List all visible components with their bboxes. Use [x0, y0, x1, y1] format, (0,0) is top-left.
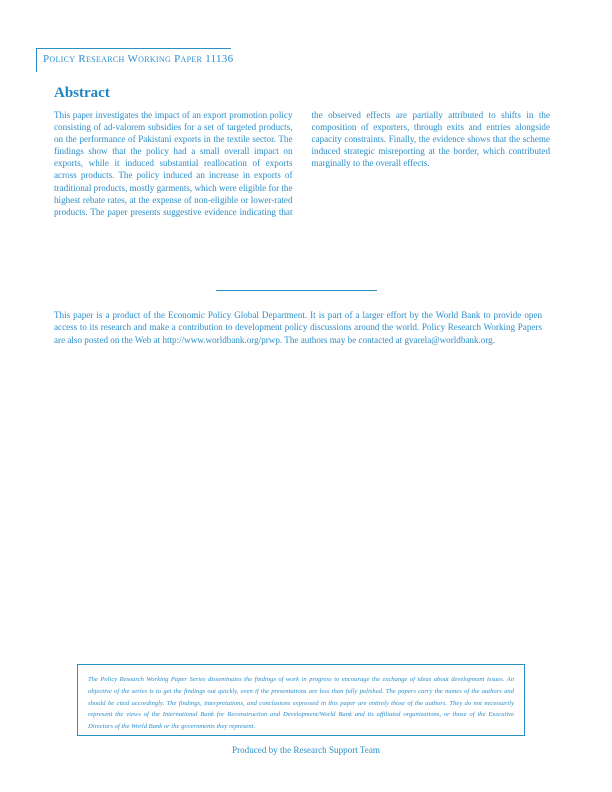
abstract-body	[54, 109, 550, 219]
abstract-text: This paper investigates the impact of an export promotion policy consisting of ad-valorem subsidies for a set of targeted products, on the performance of Pakistani exports in the textile sector. The findings show that the policy had a small overall impact on exports, while it induced substantial reallocation of exports across products. The policy induced an increase in exports of traditional products, mostly garments, which were eligible for the highest rebate rates, at the expense of non-eligible or lower-rated products. The paper presents suggestive evidence indicating that the observed effects are partially attributed to shifts in the composition of exporters, through exits and entries alongside capacity constraints. Finally, the evidence shows that the scheme induced strategic misreporting at the border, which contributed marginally to the overall effects.	[54, 110, 550, 217]
product-note: This paper is a product of the Economic Policy Global Department. It is part of a larger effort by the World Bank to provide open access to its research and make a contribution to development policy discussions around the world. Policy Research Working Papers are also posted on the Web at http://www.worldbank.org/prwp. The authors may be contacted at gvarela@worldbank.org.	[54, 310, 542, 345]
header-rule-vertical	[36, 48, 37, 72]
footer-credit: Produced by the Research Support Team	[232, 745, 380, 755]
disclaimer-box	[77, 664, 525, 736]
series-label: Policy Research Working Paper 11136	[43, 53, 234, 65]
abstract-heading: Abstract	[54, 85, 110, 101]
disclaimer-text: The Policy Research Working Paper Series disseminates the findings of work in progress to encourage the exchange of ideas about development issues. An objective of the series is to get the findings out quickly, even if the presentations are less than fully polished. The papers carry the names of the authors and should be cited accordingly. The findings, interpretations, and conclusions expressed in this paper are entirely those of the authors. They do not necessarily represent the views of the International Bank for Reconstruction and Development/World Bank and its affiliated organizations, or those of the Executive Directors of the World Bank or the governments they represent.	[88, 676, 514, 731]
section-divider	[216, 290, 377, 291]
header-rule-horizontal	[36, 48, 231, 49]
